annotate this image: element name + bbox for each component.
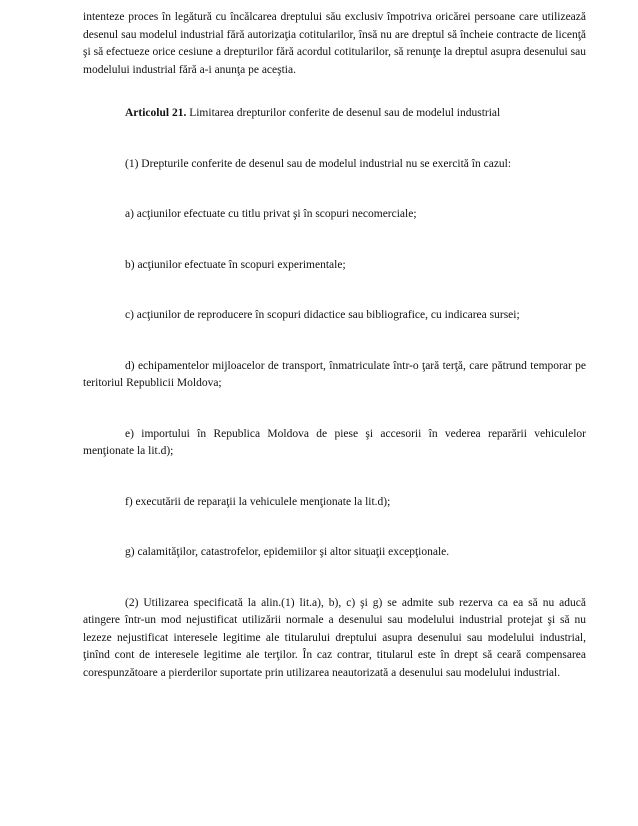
article-number: Articolul 21.	[125, 107, 187, 119]
paragraph-2: (2) Utilizarea specificată la alin.(1) lit.a), b), c) şi g) se admite sub rezerva ca ea să nu aducă atingere într-un mod nejustificat utilizării normale a desenului sau modelului industrial protejat şi să nu lezeze nejustificat interesele legitime ale titularului dreptului asupra desenului sau modelului industrial, ţinînd cont de interesele legitime ale terţilor. În caz contrar, titularul este în drept să ceară compensarea corespunzătoare a pierderilor suportate prin utilizarea neautorizată a desenului sau modelului industrial.	[83, 596, 586, 679]
list-item-b: b) acţiunilor efectuate în scopuri experimentale;	[125, 258, 346, 271]
intro-paragraph: intenteze proces în legătură cu încălcarea dreptului său exclusiv împotriva oricărei persoane care utilizează desenul sau modelul industrial fără autorizaţia cotitularilor, însă nu are dreptul să încheie contracte de licenţă şi să efectueze orice cesiune a drepturilor fără acordul cotitularilor, să renunţe la dreptul asupra desenului sau modelului industrial fără a-i anunţa pe aceştia.	[83, 11, 586, 76]
list-item-f: f) executării de reparaţii la vehiculele menţionate la lit.d);	[125, 495, 391, 508]
list-item-e: e) importului în Republica Moldova de piese şi accesorii în vederea reparării vehiculelor menţionate la lit.d);	[83, 427, 586, 457]
paragraph-1-lead: (1) Drepturile conferite de desenul sau de modelul industrial nu se exercită în cazul:	[125, 157, 512, 170]
article-title: Limitarea drepturilor conferite de desenul sau de modelul industrial	[186, 107, 501, 119]
list-item-c: c) acţiunilor de reproducere în scopuri didactice sau bibliografice, cu indicarea sursei;	[125, 309, 520, 321]
document-page	[83, 9, 586, 682]
article-heading	[83, 105, 586, 123]
list-item-a: a) acţiunilor efectuate cu titlu privat şi în scopuri necomerciale;	[125, 208, 417, 220]
list-item-d: d) echipamentelor mijloacelor de transport, înmatriculate într-o ţară terţă, care pătrund temporar pe teritoriul Republicii Moldova;	[83, 359, 586, 389]
list-item-g: g) calamităţilor, catastrofelor, epidemiilor şi altor situaţii excepţionale.	[125, 546, 450, 558]
